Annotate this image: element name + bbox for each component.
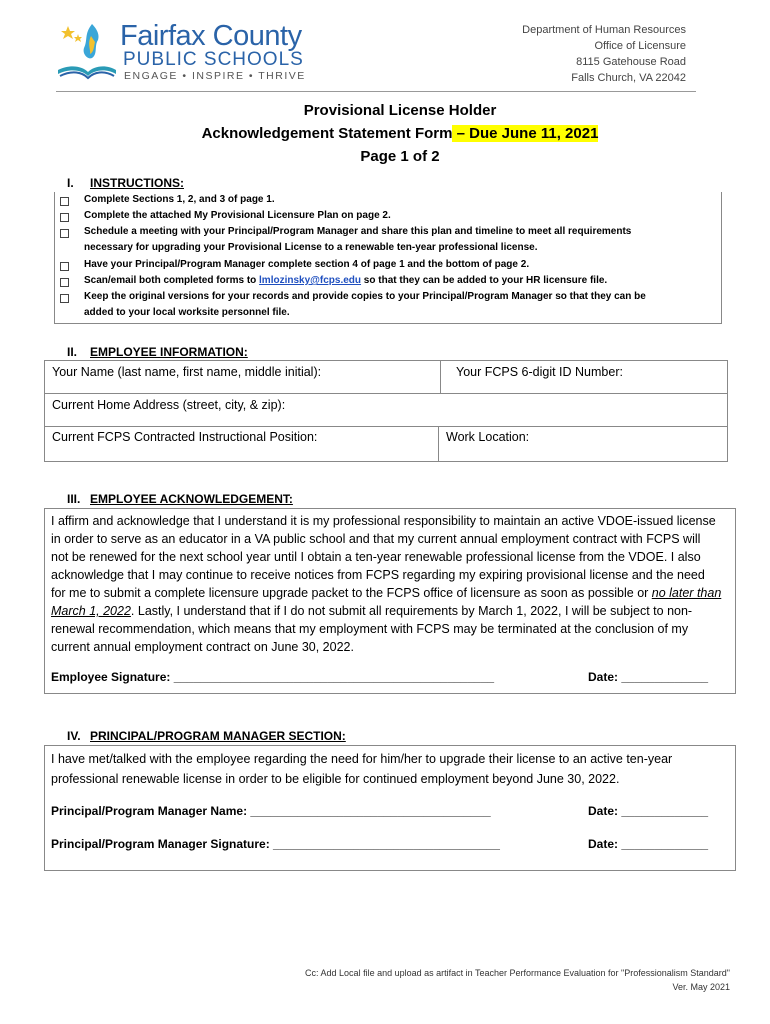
cc-note: Cc: Add Local file and upload as artifact in Teacher Performance Evaluation for "Professionalism Standard": [305, 968, 730, 978]
checkbox-icon[interactable]: [60, 262, 69, 271]
work-location-field-label[interactable]: Work Location:: [446, 430, 530, 444]
deadline-date-emphasis: March 1, 2022: [51, 604, 131, 618]
address-line: Office of Licensure: [594, 40, 686, 52]
address-line: Department of Human Resources: [522, 24, 686, 36]
page-indicator: Page 1 of 2: [360, 148, 440, 165]
scan-prefix: Scan/email both completed forms to: [84, 275, 260, 286]
instruction-item-cont: added to your local worksite personnel file.: [84, 307, 290, 318]
checkbox-icon[interactable]: [60, 197, 69, 206]
email-link[interactable]: lmlozinsky@fcps.edu: [259, 275, 362, 286]
checkbox-icon[interactable]: [60, 278, 69, 287]
ack-line: in order to serve as an educator in a VA public school and that my current annual employment contract with FCPS will: [51, 532, 701, 546]
instruction-item: Complete the attached My Provisional Licensure Plan on page 2.: [84, 210, 391, 221]
logo-name: Fairfax County: [120, 20, 302, 52]
principal-signature-line[interactable]: Principal/Program Manager Signature: __________________________________: [51, 837, 500, 851]
instruction-item: Schedule a meeting with your Principal/Program Manager and share this plan and timeline to meet all requirements: [84, 226, 632, 237]
home-address-field-label[interactable]: Current Home Address (street, city, & zip):: [52, 398, 286, 412]
logo-sub: PUBLIC SCHOOLS: [123, 49, 304, 70]
id-field-label[interactable]: Your FCPS 6-digit ID Number:: [456, 365, 623, 379]
checkbox-icon[interactable]: [60, 294, 69, 303]
table-divider: [438, 426, 439, 461]
section-1-numeral: I.: [67, 176, 74, 190]
instruction-item-scan: [84, 273, 714, 289]
instruction-item: Have your Principal/Program Manager complete section 4 of page 1 and the bottom of page 2.: [84, 259, 530, 270]
section-1-heading-text: INSTRUCTIONS:: [90, 176, 184, 190]
position-field-label[interactable]: Current FCPS Contracted Instructional Position:: [52, 430, 318, 444]
form-title-line2: [0, 125, 770, 142]
table-divider: [440, 360, 441, 393]
section-2-numeral: II.: [67, 345, 78, 359]
principal-line: professional renewable license in order to be eligible for continued employment beyond June 30, 2022.: [51, 772, 620, 786]
instruction-item: Keep the original versions for your records and provide copies to your Principal/Program Manager so that they can be: [84, 291, 646, 302]
ack-line: renewal recommendation, which means that my employment with FCPS may be terminated at the conclusion of my: [51, 622, 689, 636]
principal-date-line[interactable]: Date: _____________: [588, 804, 709, 818]
section-4-heading: [90, 729, 346, 743]
name-field-label[interactable]: Your Name (last name, first name, middle initial):: [52, 365, 322, 379]
logo-tagline: ENGAGE • INSPIRE • THRIVE: [124, 70, 306, 82]
principal-name-line[interactable]: Principal/Program Manager Name: ____________________________________: [51, 804, 491, 818]
fcps-logo-icon: [54, 20, 118, 82]
section-4-numeral: IV.: [67, 729, 81, 743]
header-divider: [56, 91, 696, 92]
ack-line: acknowledge that I may continue to receive notices from FCPS regarding my expiring provisional license and the need: [51, 568, 705, 582]
scan-suffix: so that they can be added to your HR licensure file.: [361, 275, 608, 286]
section-3-heading: [90, 492, 293, 506]
instruction-item-cont: necessary for upgrading your Provisional License to a renewable ten-year professional license.: [84, 242, 538, 253]
form-title-prefix: Acknowledgement Statement Form: [201, 125, 453, 142]
address-line: Falls Church, VA 22042: [571, 72, 686, 84]
table-divider: [44, 393, 727, 394]
checkbox-icon[interactable]: [60, 229, 69, 238]
ack-line: not be renewed for the next school year until I obtain a ten-year renewable professional license from the VDOE. I also: [51, 550, 701, 564]
due-date-highlight: – Due June 11, 2021: [452, 125, 599, 142]
ack-line: current annual employment contract on June 30, 2022.: [51, 640, 354, 654]
ack-line: I affirm and acknowledge that I understand it is my professional responsibility to maintain an active VDOE-issued license: [51, 514, 716, 528]
employee-signature-line[interactable]: Employee Signature: ________________________________________________: [51, 670, 495, 684]
deadline-emphasis: no later than: [651, 586, 722, 600]
table-divider: [44, 426, 727, 427]
ack-line: [51, 602, 692, 620]
employee-date-line[interactable]: Date: _____________: [588, 670, 709, 684]
instruction-item: Complete Sections 1, 2, and 3 of page 1.: [84, 194, 275, 205]
section-3-heading-text: EMPLOYEE ACKNOWLEDGEMENT:: [90, 492, 293, 506]
section-1-heading: [90, 176, 184, 190]
checkbox-icon[interactable]: [60, 213, 69, 222]
principal-signature-date-line[interactable]: Date: _____________: [588, 837, 709, 851]
ack-line-text: for me to submit a complete licensure upgrade packet to the FCPS office of licensure as soon as possible or: [51, 586, 652, 600]
principal-line: I have met/talked with the employee regarding the need for him/her to upgrade their license to an active ten-year: [51, 752, 673, 766]
section-3-numeral: III.: [67, 492, 81, 506]
address-line: 8115 Gatehouse Road: [576, 56, 686, 68]
section-4-heading-text: PRINCIPAL/PROGRAM MANAGER SECTION:: [90, 729, 346, 743]
office-address: [522, 22, 686, 86]
section-2-heading: [90, 345, 248, 359]
version-note: Ver. May 2021: [672, 982, 730, 992]
form-title-line1: Provisional License Holder: [303, 102, 497, 119]
section-2-heading-text: EMPLOYEE INFORMATION:: [90, 345, 248, 359]
ack-line: [51, 584, 721, 602]
ack-line-text: . Lastly, I understand that if I do not submit all requirements by March 1, 2022, I will be subject to non-: [130, 604, 693, 618]
